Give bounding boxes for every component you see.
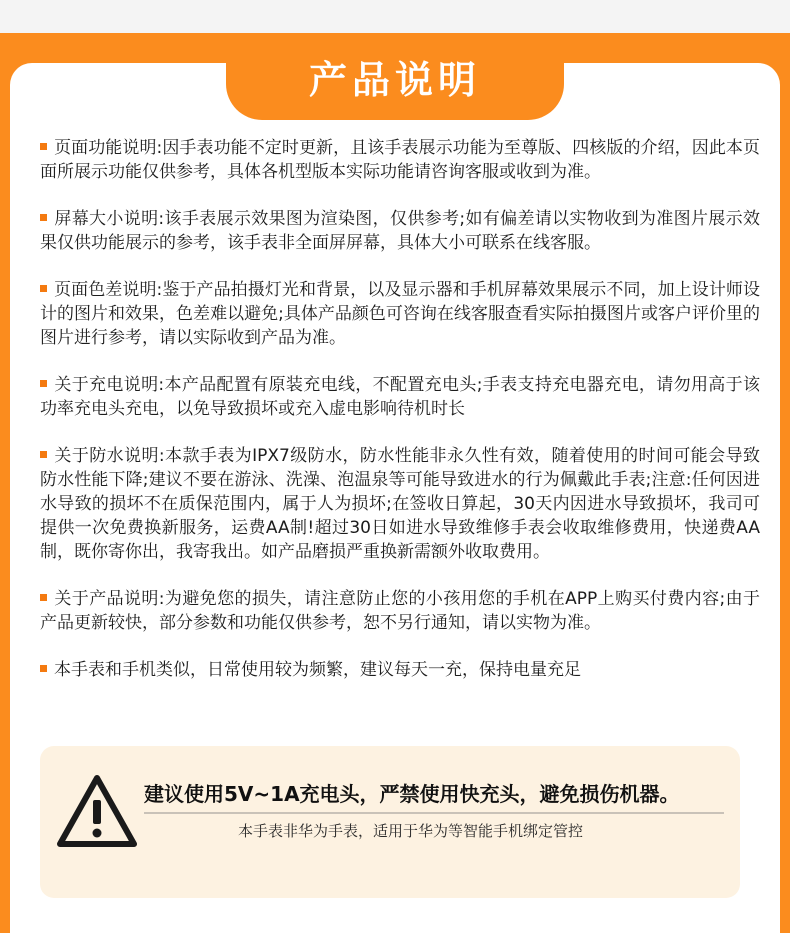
- bullet-icon: [40, 451, 47, 458]
- section-text: 关于产品说明:为避免您的损失，请注意防止您的小孩用您的手机在APP上购买付费内容;由于产品更新较快，部分参数和功能仅供参考，恕不另行通知，请以实物为准。: [40, 589, 760, 633]
- section-color-diff: [40, 278, 760, 350]
- section-text: 关于防水说明:本款手表为IPX7级防水，防水性能非永久性有效，随着使用的时间可能会导致防水性能下降;建议不要在游泳、洗澡、泡温泉等可能导致进水的行为佩戴此手表;注意:任何因进水导致的损坏不在质保范围内，属于人为损坏;在签收日算起，30天内因进水导致损坏，我司可提供一次免费换新服务，运费AA制!超过30日如进水导致维修手表会收取维修费用，快递费AA制，既你寄你出，我寄我出。如产品磨损严重换新需额外收取费用。: [40, 446, 760, 562]
- section-text: 页面功能说明:因手表功能不定时更新，且该手表展示功能为至尊版、四核版的介绍，因此本页面所展示功能仅供参考，具体各机型版本实际功能请咨询客服或收到为准。: [40, 138, 760, 182]
- warning-sub-text: 本手表非华为手表，适用于华为等智能手机绑定管控: [238, 822, 584, 840]
- section-function: [40, 136, 760, 184]
- title-tab: [226, 33, 564, 120]
- bullet-icon: [40, 143, 47, 150]
- section-waterproof: [40, 444, 760, 564]
- warning-box: [40, 746, 740, 898]
- bullet-icon: [40, 594, 47, 601]
- section-text: 关于充电说明:本产品配置有原装充电线，不配置充电头;手表支持充电器充电，请勿用高于该功率充电头充电，以免导致损坏或充入虚电影响待机时长: [40, 375, 760, 419]
- bullet-icon: [40, 214, 47, 221]
- warning-main-text: 建议使用5V~1A充电头，严禁使用快充头，避免损伤机器。: [144, 782, 680, 806]
- description-list: [40, 136, 760, 705]
- warning-triangle-icon: [54, 772, 140, 852]
- section-text: 页面色差说明:鉴于产品拍摄灯光和背景，以及显示器和手机屏幕效果展示不同，加上设计师设计的图片和效果，色差难以避免;具体产品颜色可咨询在线客服查看实际拍摄图片或客户评价里的图片进行参考，请以实际收到产品为准。: [40, 280, 760, 348]
- bullet-icon: [40, 380, 47, 387]
- bullet-icon: [40, 285, 47, 292]
- section-charging: [40, 373, 760, 421]
- page-title: 产品说明: [308, 58, 481, 102]
- section-text: 本手表和手机类似，日常使用较为频繁，建议每天一充，保持电量充足: [54, 660, 581, 680]
- bullet-icon: [40, 665, 47, 672]
- top-strip: [0, 0, 790, 33]
- section-screen-size: [40, 207, 760, 255]
- section-daily-use: [40, 658, 760, 682]
- warning-divider: [144, 812, 724, 814]
- section-text: 屏幕大小说明:该手表展示效果图为渲染图，仅供参考;如有偏差请以实物收到为准图片展示效果仅供功能展示的参考，该手表非全面屏屏幕，具体大小可联系在线客服。: [40, 209, 760, 253]
- section-product: [40, 587, 760, 635]
